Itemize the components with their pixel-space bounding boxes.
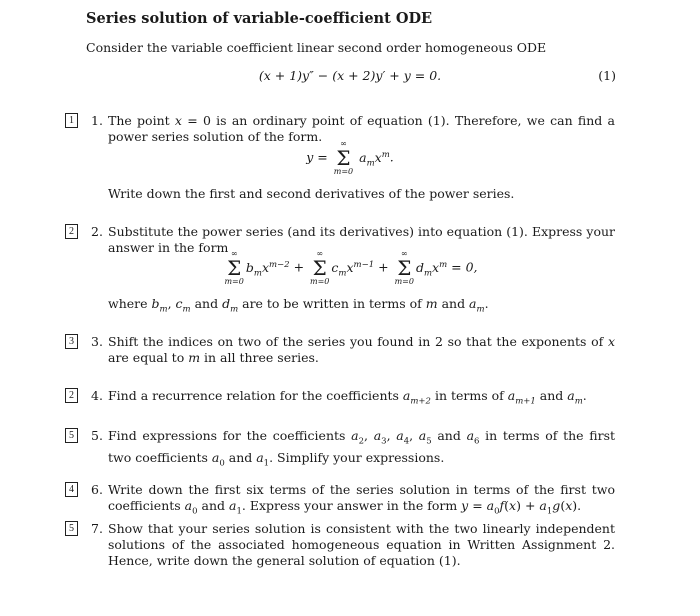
document-title: Series solution of variable-coefficient ODE bbox=[86, 10, 433, 27]
question-number: 7. bbox=[91, 521, 103, 536]
question-text: Write down the first six terms of the series solution in terms of the first two coefficients $a_0$ and $a_1$. Express your answer in the form $y = a_0f(x) + a_1g(x)$. bbox=[108, 482, 615, 517]
question-number: 4. bbox=[91, 388, 103, 403]
mark-box-q4: 2 bbox=[65, 388, 78, 403]
mark-box-q1: 1 bbox=[65, 113, 78, 128]
mark-box-q7: 5 bbox=[65, 521, 78, 536]
mark-box-q3: 3 bbox=[65, 334, 78, 349]
question-1-followup: Write down the first and second derivatives of the power series. bbox=[108, 186, 515, 201]
question-text: Show that your series solution is consistent with the two linearly independent solutions of the associated homogeneous equation in Written Assignment 2. Hence, write down the general solution of equation (1). bbox=[108, 521, 615, 568]
mark-box-q6: 4 bbox=[65, 482, 78, 497]
question-text: The point x = 0 is an ordinary point of equation (1). Therefore, we can find a power series solution of the form. bbox=[108, 113, 615, 144]
question-number: 5. bbox=[91, 428, 103, 443]
question-text: Find a recurrence relation for the coefficients $a_{m+2}$ in terms of $a_{m+1}$ and $a_m$. bbox=[108, 388, 587, 407]
question-text: Find expressions for the coefficients $a_2$, $a_3$, $a_4$, $a_5$ and $a_6$ in terms of the first two coefficients $a_0$ and $a_1$. Simplify your expressions. bbox=[108, 428, 616, 468]
question-number: 1. bbox=[91, 113, 103, 128]
mark-box-q5: 5 bbox=[65, 428, 78, 443]
display-equation-q1: y = ∞ Σ m=0 $a_mx^m$. bbox=[306, 139, 394, 176]
question-number: 3. bbox=[91, 334, 103, 349]
question-4 bbox=[91, 388, 615, 410]
question-text: Shift the indices on two of the series you found in 2 so that the exponents of x are equal to m in all three series. bbox=[108, 334, 615, 365]
equation-1: (x + 1)y″ − (x + 2)y′ + y = 0. bbox=[258, 68, 442, 83]
question-7 bbox=[91, 521, 615, 569]
question-6 bbox=[91, 482, 615, 520]
display-equation-q2: ∞ Σ m=0 $b_mx^{m-2}$ + ∞ Σ m=0 $c_mx^{m-1}$ + ∞ Σ m=0 $d_mx^m = 0$, bbox=[224, 249, 478, 286]
question-5 bbox=[91, 428, 615, 471]
question-2-followup: where $b_m$, $c_m$ and $d_m$ are to be written in terms of m and $a_m$. bbox=[108, 296, 489, 315]
question-text: Substitute the power series (and its derivatives) into equation (1). Express your answer in the form bbox=[108, 224, 615, 255]
equation-number: (1) bbox=[598, 68, 616, 83]
question-3 bbox=[91, 334, 615, 366]
question-number: 2. bbox=[91, 224, 103, 239]
question-number: 6. bbox=[91, 482, 103, 497]
intro-text: Consider the variable coefficient linear second order homogeneous ODE bbox=[86, 40, 547, 55]
mark-box-q2: 2 bbox=[65, 224, 78, 239]
